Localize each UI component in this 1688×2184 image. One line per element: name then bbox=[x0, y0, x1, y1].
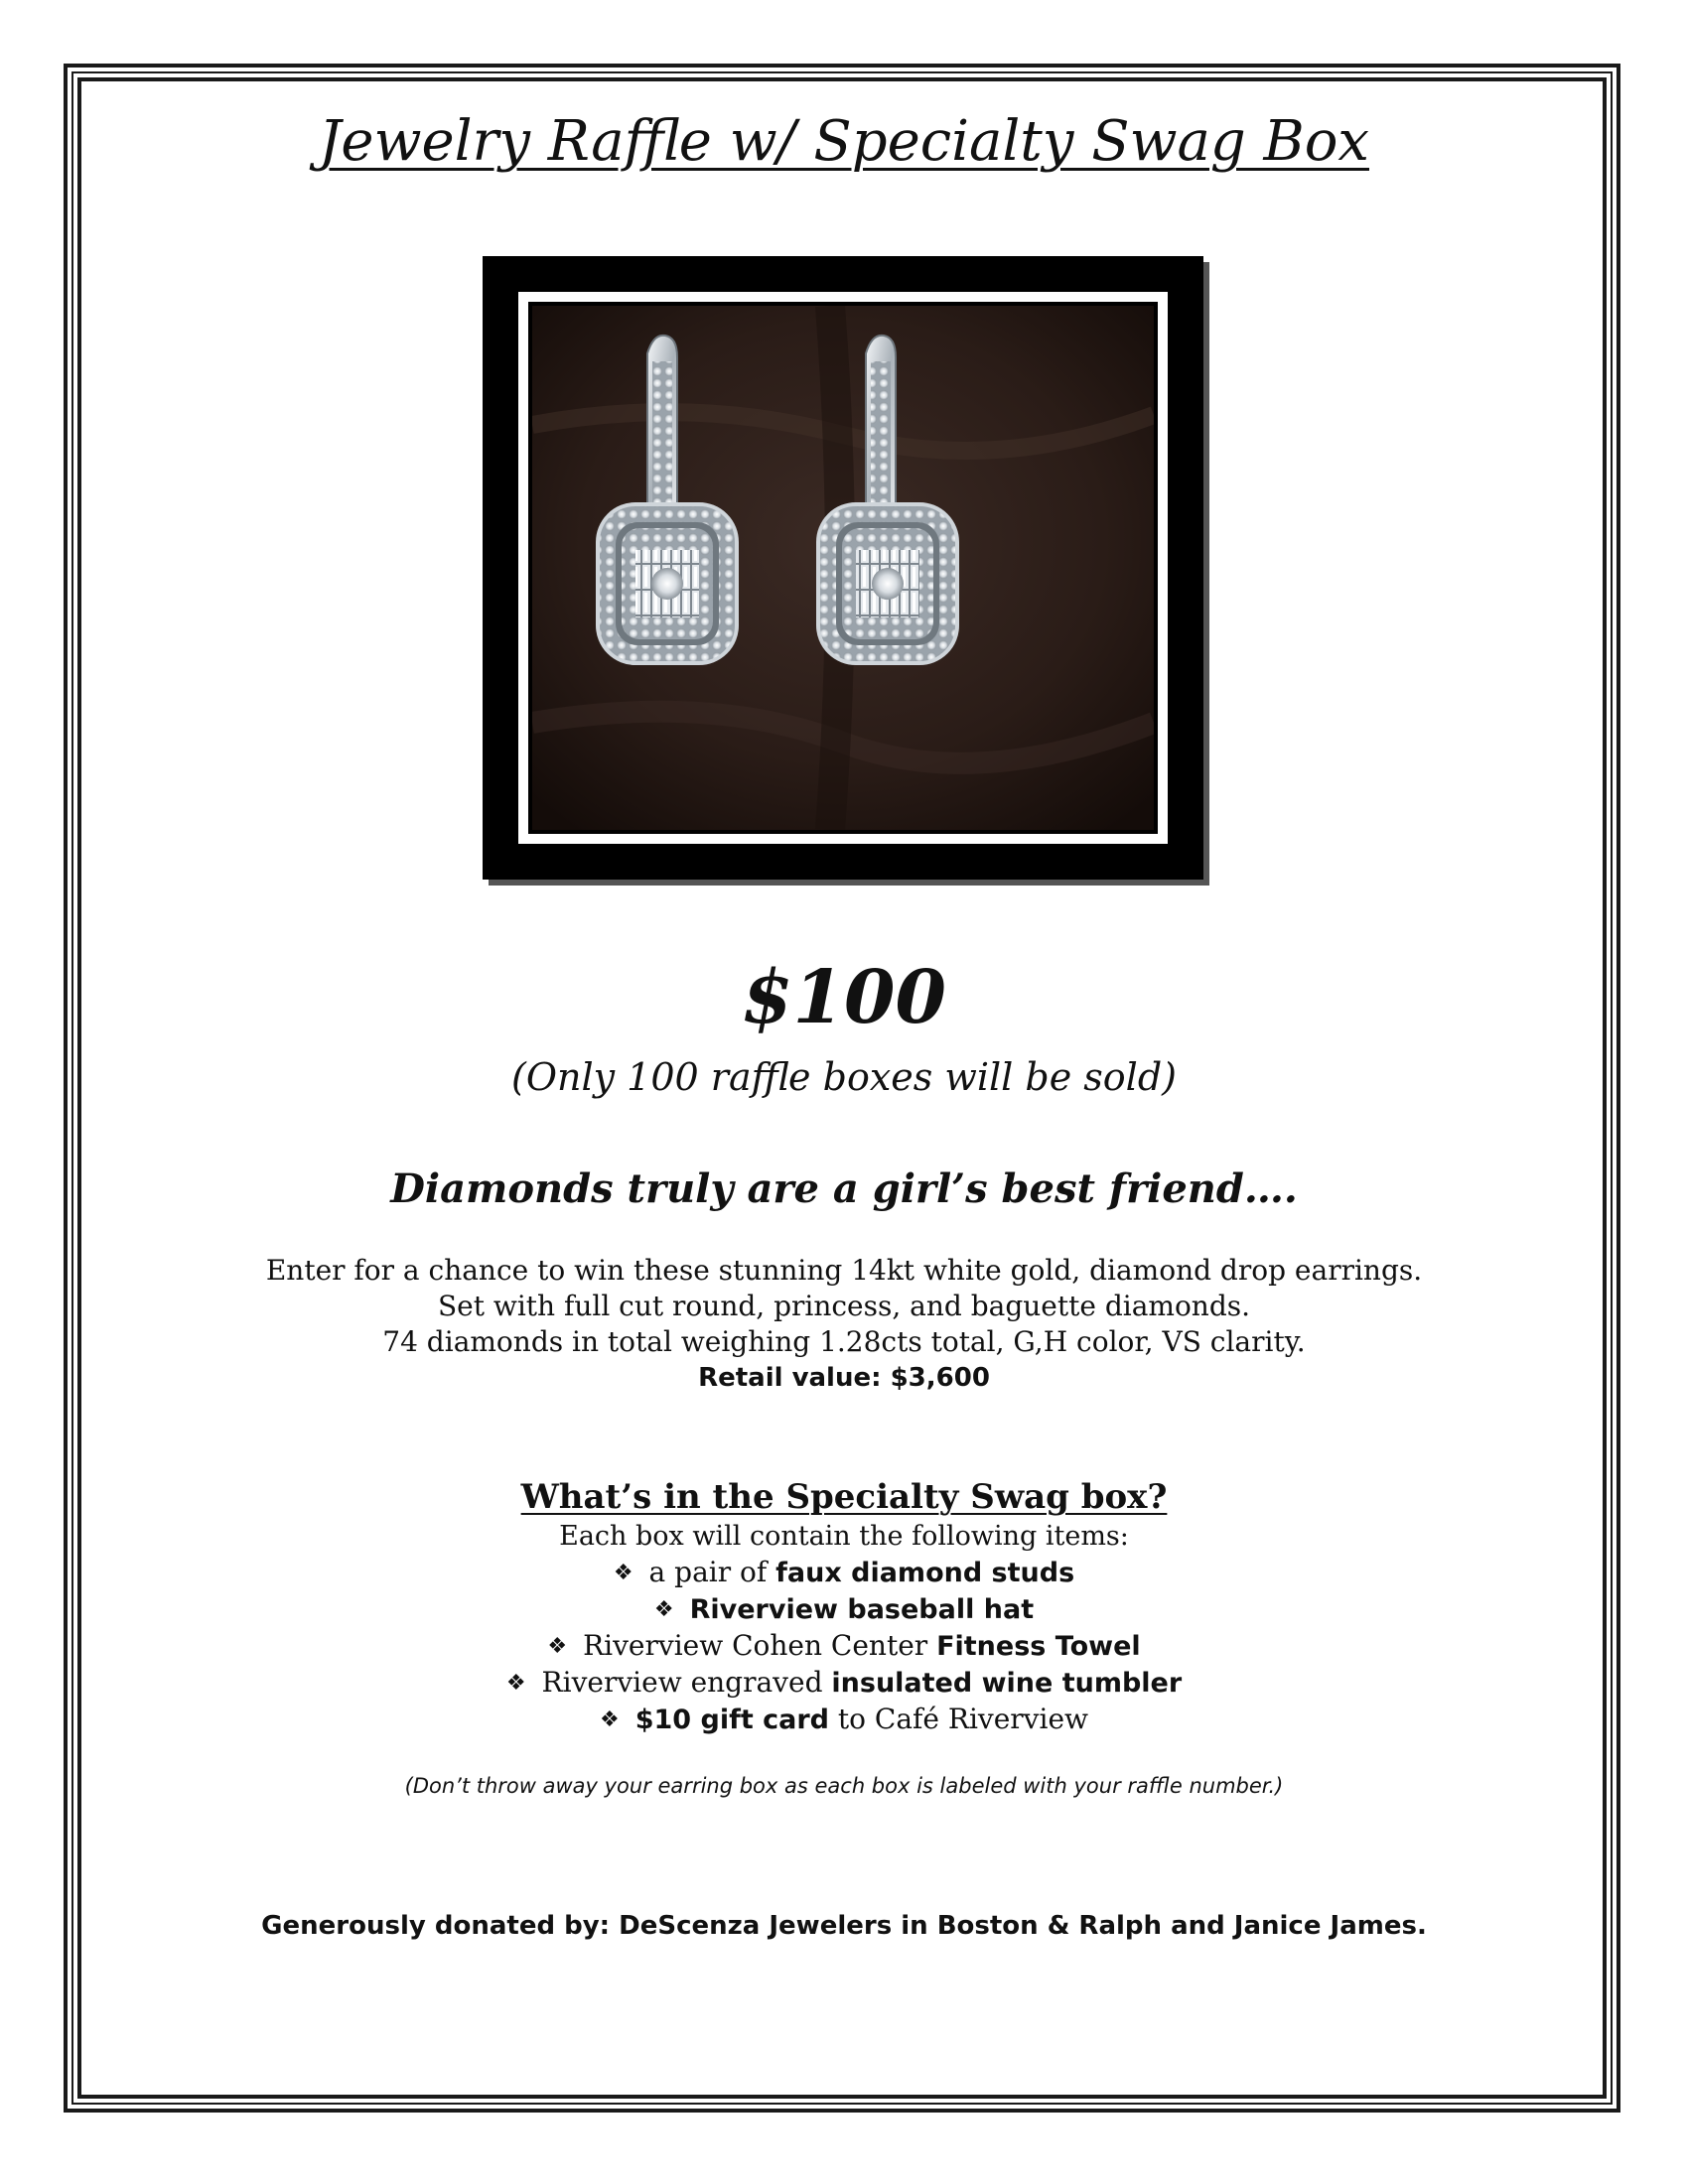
retail-value bbox=[0, 1360, 1688, 1396]
description-line: Enter for a chance to win these stunning 14kt white gold, diamond drop earrings. bbox=[265, 1254, 1423, 1287]
retail-label: Retail value: bbox=[698, 1363, 882, 1393]
description-line: Set with full cut round, princess, and baguette diamonds. bbox=[437, 1290, 1251, 1322]
diamond-earrings-photo bbox=[532, 306, 1154, 830]
diamond-bullet-icon: ❖ bbox=[600, 1707, 620, 1732]
tagline: Diamonds truly are a girl’s best friend…. bbox=[390, 1165, 1298, 1212]
diamond-bullet-icon: ❖ bbox=[653, 1597, 674, 1622]
donor-credit: Generously donated by: DeScenza Jewelers in Boston & Ralph and Janice James. bbox=[261, 1911, 1427, 1941]
list-item: ❖ Riverview Cohen Center Fitness Towel bbox=[547, 1629, 1141, 1662]
list-item: ❖ Riverview baseball hat bbox=[653, 1594, 1035, 1625]
description-line: 74 diamonds in total weighing 1.28cts total, G,H color, VS clarity. bbox=[382, 1325, 1306, 1358]
swag-intro: Each box will contain the following items: bbox=[559, 1521, 1129, 1552]
swag-heading: What’s in the Specialty Swag box? bbox=[520, 1477, 1168, 1517]
sold-note: (Only 100 raffle boxes will be sold) bbox=[511, 1055, 1177, 1099]
diamond-bullet-icon: ❖ bbox=[613, 1561, 633, 1585]
raffle-price: $100 bbox=[742, 955, 946, 1040]
swag-item-list bbox=[0, 1555, 1688, 1738]
footnote: (Don’t throw away your earring box as each box is labeled with your raffle number.) bbox=[404, 1774, 1284, 1798]
photo-frame bbox=[483, 256, 1203, 880]
prize-description bbox=[0, 1253, 1688, 1396]
list-item: ❖ $10 gift card to Café Riverview bbox=[600, 1703, 1088, 1735]
page-title: Jewelry Raffle w/ Specialty Swag Box bbox=[318, 109, 1369, 174]
list-item: ❖ Riverview engraved insulated wine tumbler bbox=[505, 1666, 1183, 1699]
diamond-bullet-icon: ❖ bbox=[547, 1634, 568, 1659]
retail-amount: $3,600 bbox=[890, 1363, 990, 1393]
diamond-bullet-icon: ❖ bbox=[505, 1671, 526, 1696]
list-item: ❖ a pair of faux diamond studs bbox=[613, 1556, 1075, 1588]
